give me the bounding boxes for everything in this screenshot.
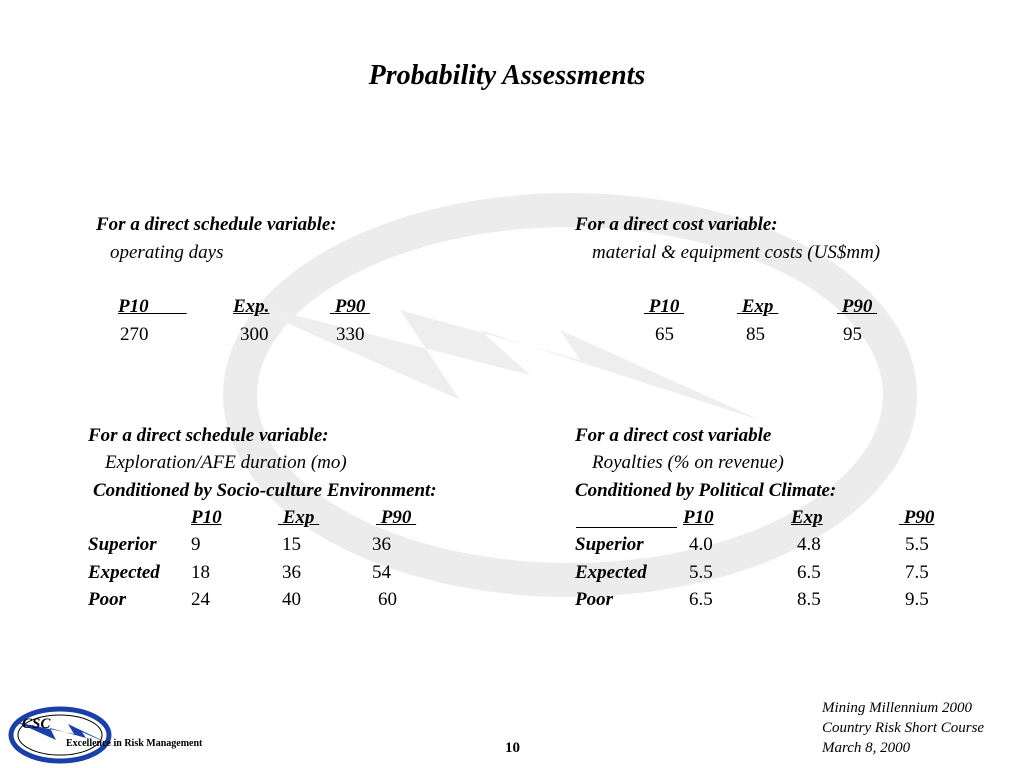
block3-cell: 18	[191, 562, 210, 583]
block4-header-exp: Exp	[791, 507, 823, 528]
block4-row-label: Poor	[575, 589, 613, 610]
block2-header-exp: Exp	[741, 296, 774, 317]
block4-cell: 7.5	[905, 562, 929, 583]
block3-row-label: Poor	[88, 589, 126, 610]
block4-cell: 9.5	[905, 589, 929, 610]
footer-course-info	[822, 698, 984, 758]
block3-cell: 9	[191, 534, 201, 555]
block4-cell: 5.5	[905, 534, 929, 555]
block4-row-label: Expected	[575, 562, 647, 583]
block4-row-label: Superior	[575, 534, 644, 555]
block3-cell: 40	[282, 589, 301, 610]
block4-cell: 4.8	[797, 534, 821, 555]
block1-value-p90: 330	[336, 324, 365, 345]
block2-header-p90: P90	[841, 296, 873, 317]
block3-cell: 36	[372, 534, 391, 555]
logo-tagline: Excellence in Risk Management	[66, 738, 203, 749]
csc-logo-icon	[8, 704, 128, 764]
block4-header-p10: P10	[683, 507, 714, 528]
block1-value-p10: 270	[120, 324, 149, 345]
block3-cell: 36	[282, 562, 301, 583]
block4-cell: 6.5	[689, 589, 713, 610]
footer-line: March 8, 2000	[822, 740, 911, 756]
block3-subheading: Exploration/AFE duration (mo)	[105, 452, 347, 473]
block2-header-p10: P10	[648, 296, 680, 317]
block1-heading: For a direct schedule variable:	[96, 214, 337, 235]
block3-row-label: Expected	[88, 562, 160, 583]
block3-condition: Conditioned by Socio-culture Environment:	[93, 480, 437, 501]
block2-value-exp: 85	[746, 324, 765, 345]
block4-subheading: Royalties (% on revenue)	[592, 452, 784, 473]
footer-line: Mining Millennium 2000	[822, 700, 972, 716]
block4-condition: Conditioned by Political Climate:	[575, 480, 837, 501]
block2-value-p10: 65	[655, 324, 674, 345]
block2-heading: For a direct cost variable:	[575, 214, 778, 235]
block4-header-underline	[576, 527, 677, 528]
block3-header-p90: P90	[380, 507, 412, 528]
block3-heading: For a direct schedule variable:	[88, 425, 329, 446]
block3-cell: 24	[191, 589, 210, 610]
block1-header-exp: Exp.	[233, 296, 270, 317]
block3-cell: 54	[372, 562, 391, 583]
block1-subheading: operating days	[110, 242, 224, 263]
block4-cell: 4.0	[689, 534, 713, 555]
block4-header-p90: P90	[903, 507, 935, 528]
block4-cell: 8.5	[797, 589, 821, 610]
block4-cell: 5.5	[689, 562, 713, 583]
block4-cell: 6.5	[797, 562, 821, 583]
block3-header-exp: Exp	[282, 507, 315, 528]
csc-logo	[8, 704, 208, 764]
block2-subheading: material & equipment costs (US$mm)	[592, 242, 881, 263]
block1-header-p10: P10	[118, 296, 149, 317]
block3-cell: 15	[282, 534, 301, 555]
logo-abbr: CSC	[22, 716, 51, 732]
footer-line: Country Risk Short Course	[822, 720, 985, 736]
block3-header-p10: P10	[191, 507, 222, 528]
page-title: Probability Assessments	[368, 60, 646, 91]
block3-cell: 60	[378, 589, 397, 610]
page-number: 10	[505, 740, 520, 756]
block4-heading: For a direct cost variable	[575, 425, 772, 446]
block3-row-label: Superior	[88, 534, 157, 555]
block1-value-exp: 300	[240, 324, 269, 345]
block1-header-p90: P90	[334, 296, 366, 317]
block2-value-p90: 95	[843, 324, 862, 345]
